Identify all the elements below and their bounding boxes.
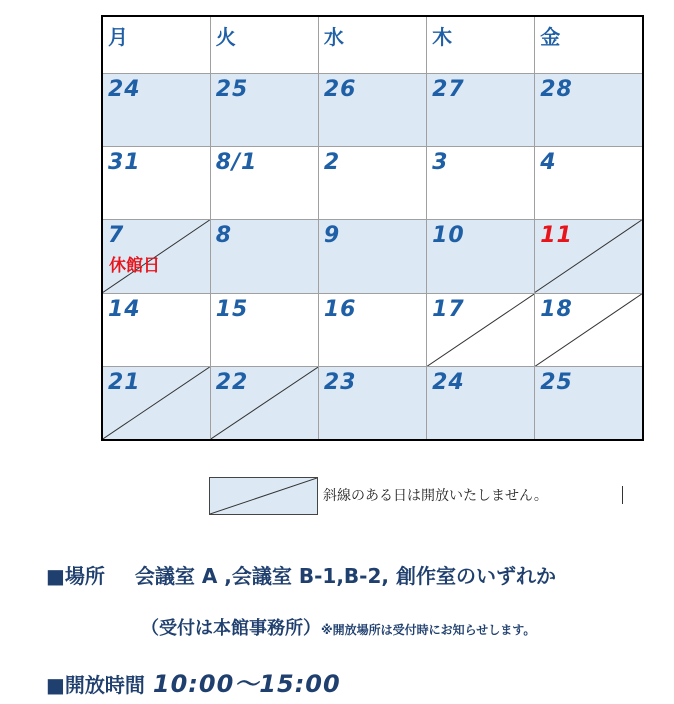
- weekday-header: [535, 16, 643, 73]
- closed-day-label: 休館日: [109, 256, 160, 277]
- day-number: 16: [323, 296, 357, 322]
- day-number: 9: [323, 223, 341, 249]
- weekday-label: 水: [323, 25, 344, 49]
- calendar-day-cell: [427, 367, 535, 440]
- calendar-day-cell: [210, 367, 318, 440]
- calendar-day-cell: [318, 293, 426, 366]
- calendar-week-row: [102, 73, 643, 146]
- calendar-day-cell: [210, 73, 318, 146]
- weekday-header: [427, 16, 535, 73]
- weekday-label: 火: [215, 25, 236, 49]
- calendar-day-cell: [102, 293, 210, 366]
- day-number: 8/1: [215, 150, 258, 176]
- calendar-day-cell: [210, 220, 318, 293]
- day-number: 17: [432, 296, 465, 322]
- day-number: 27: [432, 76, 465, 102]
- calendar-day-cell: [535, 367, 643, 440]
- day-number: 3: [432, 150, 449, 176]
- calendar-day-cell: [210, 293, 318, 366]
- day-number: 8: [215, 223, 232, 249]
- day-number: 26: [323, 76, 357, 102]
- calendar-day-cell: [102, 220, 210, 293]
- calendar-week-row: [102, 147, 643, 220]
- day-number: 10: [432, 223, 465, 249]
- calendar-day-cell: [535, 293, 643, 366]
- weekday-label: 木: [432, 25, 453, 49]
- calendar-day-cell: [318, 367, 426, 440]
- day-number: 15: [215, 296, 249, 322]
- calendar-day-cell: [427, 293, 535, 366]
- calendar-day-cell: [427, 73, 535, 146]
- day-number: 7: [108, 223, 125, 249]
- calendar-day-cell: [427, 220, 535, 293]
- day-number: 14: [108, 296, 141, 322]
- reception-note: ※開放場所は受付時にお知らせします。: [321, 623, 536, 637]
- day-number: 23: [323, 370, 357, 396]
- calendar-week-row: [102, 367, 643, 440]
- calendar-day-cell: [318, 147, 426, 220]
- legend-hatch-sample: [209, 477, 318, 515]
- calendar-week-row: [102, 293, 643, 366]
- calendar-day-cell: [102, 147, 210, 220]
- day-number: 11: [540, 223, 573, 249]
- day-number: 25: [540, 370, 573, 396]
- calendar-day-cell: [210, 147, 318, 220]
- place-label: ■場所: [46, 564, 105, 588]
- day-number: 24: [432, 370, 465, 396]
- day-number: 25: [215, 76, 249, 102]
- calendar-day-cell: [102, 73, 210, 146]
- calendar-header-row: [102, 16, 643, 73]
- legend-text: 斜線のある日は開放いたしません。: [323, 488, 548, 504]
- day-number: 21: [108, 370, 141, 396]
- calendar-day-cell: [535, 73, 643, 146]
- hatch-line-icon: [210, 478, 317, 514]
- hours-label: ■開放時間: [46, 673, 145, 697]
- calendar-day-cell: [102, 367, 210, 440]
- calendar-day-cell: [535, 147, 643, 220]
- weekday-label: 月: [108, 25, 128, 49]
- place-value: 会議室 A ,会議室 B-1,B-2, 創作室のいずれか: [134, 564, 556, 588]
- day-number: 28: [540, 76, 573, 102]
- calendar-day-cell: [427, 147, 535, 220]
- day-number: 24: [108, 76, 141, 102]
- weekday-header: [102, 16, 210, 73]
- hours-value: 10:00～15:00: [152, 670, 341, 698]
- calendar-week-row: [102, 220, 643, 293]
- weekday-label: 金: [540, 25, 561, 49]
- day-number: 4: [540, 150, 557, 176]
- weekday-header: [210, 16, 318, 73]
- day-number: 22: [215, 370, 249, 396]
- calendar-table: [101, 15, 644, 441]
- hours-line: [46, 664, 341, 699]
- place-line: [46, 560, 556, 589]
- reception-line: [141, 614, 535, 640]
- day-number: 2: [323, 150, 341, 176]
- calendar-day-cell: [535, 220, 643, 293]
- calendar-day-cell: [318, 220, 426, 293]
- day-number: 31: [108, 150, 141, 176]
- calendar-day-cell: [318, 73, 426, 146]
- text-cursor: [622, 486, 623, 504]
- weekday-header: [318, 16, 426, 73]
- day-number: 18: [540, 296, 573, 322]
- reception-text: （受付は本館事務所）: [141, 618, 321, 639]
